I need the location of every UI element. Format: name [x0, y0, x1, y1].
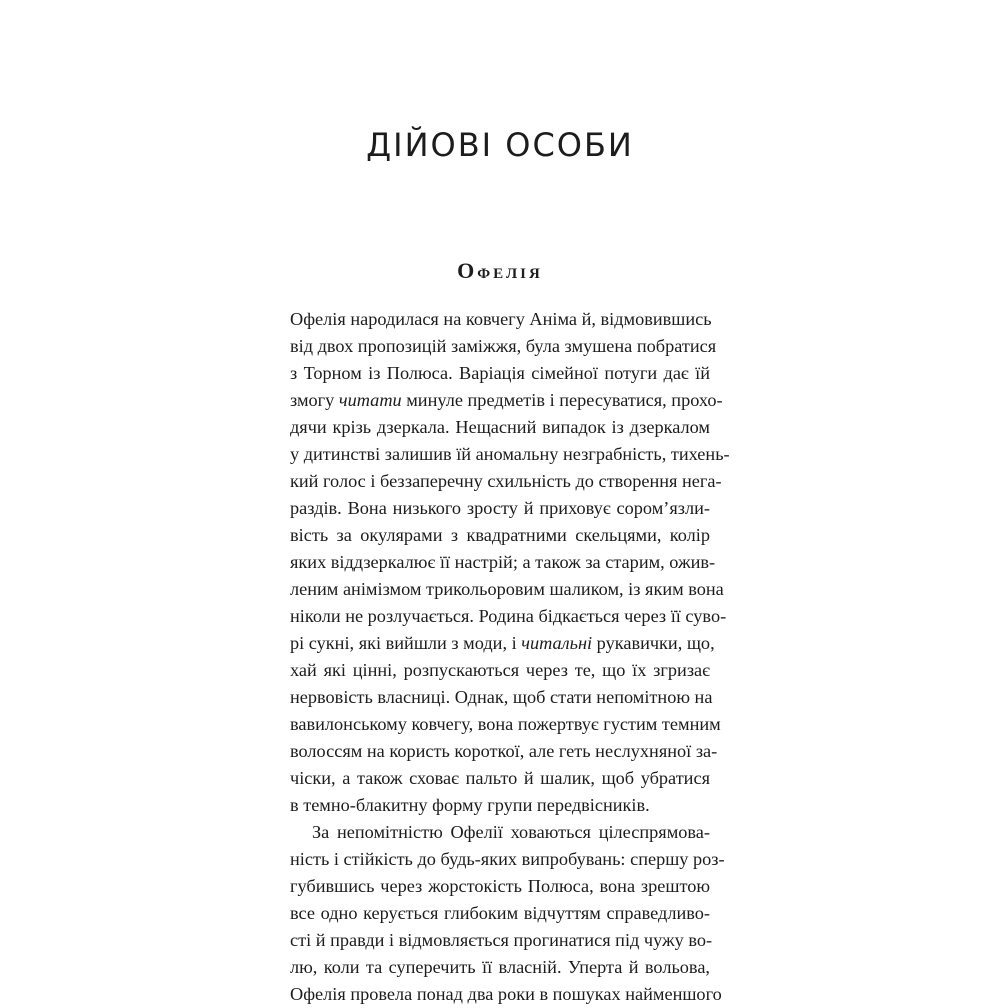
text-line: губившись через жорстокість Полюса, вона зрештою: [290, 876, 710, 896]
text-line: вавилонському ковчегу, вона пожертвує густим темним: [290, 714, 721, 734]
text-line: Офелія народилася на ковчегу Аніма й, відмовившись: [290, 309, 712, 329]
text-line: раздів. Вона низького зросту й приховує сором’язли-: [290, 498, 710, 518]
text-line: Офелія провела понад два роки в пошуках найменшого: [290, 984, 722, 1004]
text-line: хай які цінні, розпускаються через те, що їх згризає: [290, 660, 710, 680]
body-text: [290, 306, 730, 1008]
text-line: За непомітністю Офелії ховаються цілеспрямова-: [312, 822, 710, 842]
text-line: дячи крізь дзеркала. Нещасний випадок із дзеркалом: [290, 417, 710, 437]
text-line: в темно-блакитну форму групи передвісників.: [290, 795, 650, 815]
page-title: ДІЙОВІ ОСОБИ: [366, 126, 634, 164]
text-run: змогу: [290, 390, 339, 410]
paragraph: [290, 306, 730, 819]
text-line: [290, 630, 715, 657]
text-run: рукавички, що,: [592, 633, 715, 653]
text-line: ніколи не розлучається. Родина бідкається через її суво-: [290, 606, 727, 626]
text-line: леним анімізмом трикольоровим шаликом, із яким вона: [290, 579, 724, 599]
paragraph: [290, 819, 725, 1008]
text-line: волоссям на користь короткої, але геть неслухняної за-: [290, 741, 718, 761]
text-run: минуле предметів і пересуватися, прохо-: [401, 390, 723, 410]
text-line: нервовість власниці. Однак, щоб стати непомітною на: [290, 687, 713, 707]
text-line: чіски, а також сховає пальто й шалик, щоб убратися: [290, 768, 710, 788]
text-run: рі сукні, які вийшли з моди, і: [290, 633, 522, 653]
text-line: сті й правди і відмовляється прогинатися під чужу во-: [290, 930, 713, 950]
text-line: з Торном із Полюса. Варіація сімейної потуги дає їй: [290, 363, 710, 383]
text-line: кий голос і беззаперечну схильність до створення нега-: [290, 471, 722, 491]
italic-text: читати: [338, 390, 402, 410]
text-line: яких віддзеркалює її настрій; а також за старим, ожив-: [290, 552, 716, 572]
text-line: [290, 387, 723, 414]
section-heading: Офелія: [457, 258, 543, 283]
text-line: від двох пропозицій заміжжя, була змушена побратися: [290, 336, 717, 356]
text-line: у дитинстві залишив їй аномальну незграбність, тихень-: [290, 444, 730, 464]
text-line: лю, коли та суперечить її власній. Уперта й вольова,: [290, 957, 710, 977]
text-line: все одно керується глибоким відчуттям справедливо-: [290, 903, 710, 923]
text-line: вість за окулярами з квадратними скельцями, колір: [290, 525, 710, 545]
text-line: ність і стійкість до будь-яких випробувань: спершу роз-: [290, 849, 725, 869]
italic-text: читальні: [521, 633, 593, 653]
